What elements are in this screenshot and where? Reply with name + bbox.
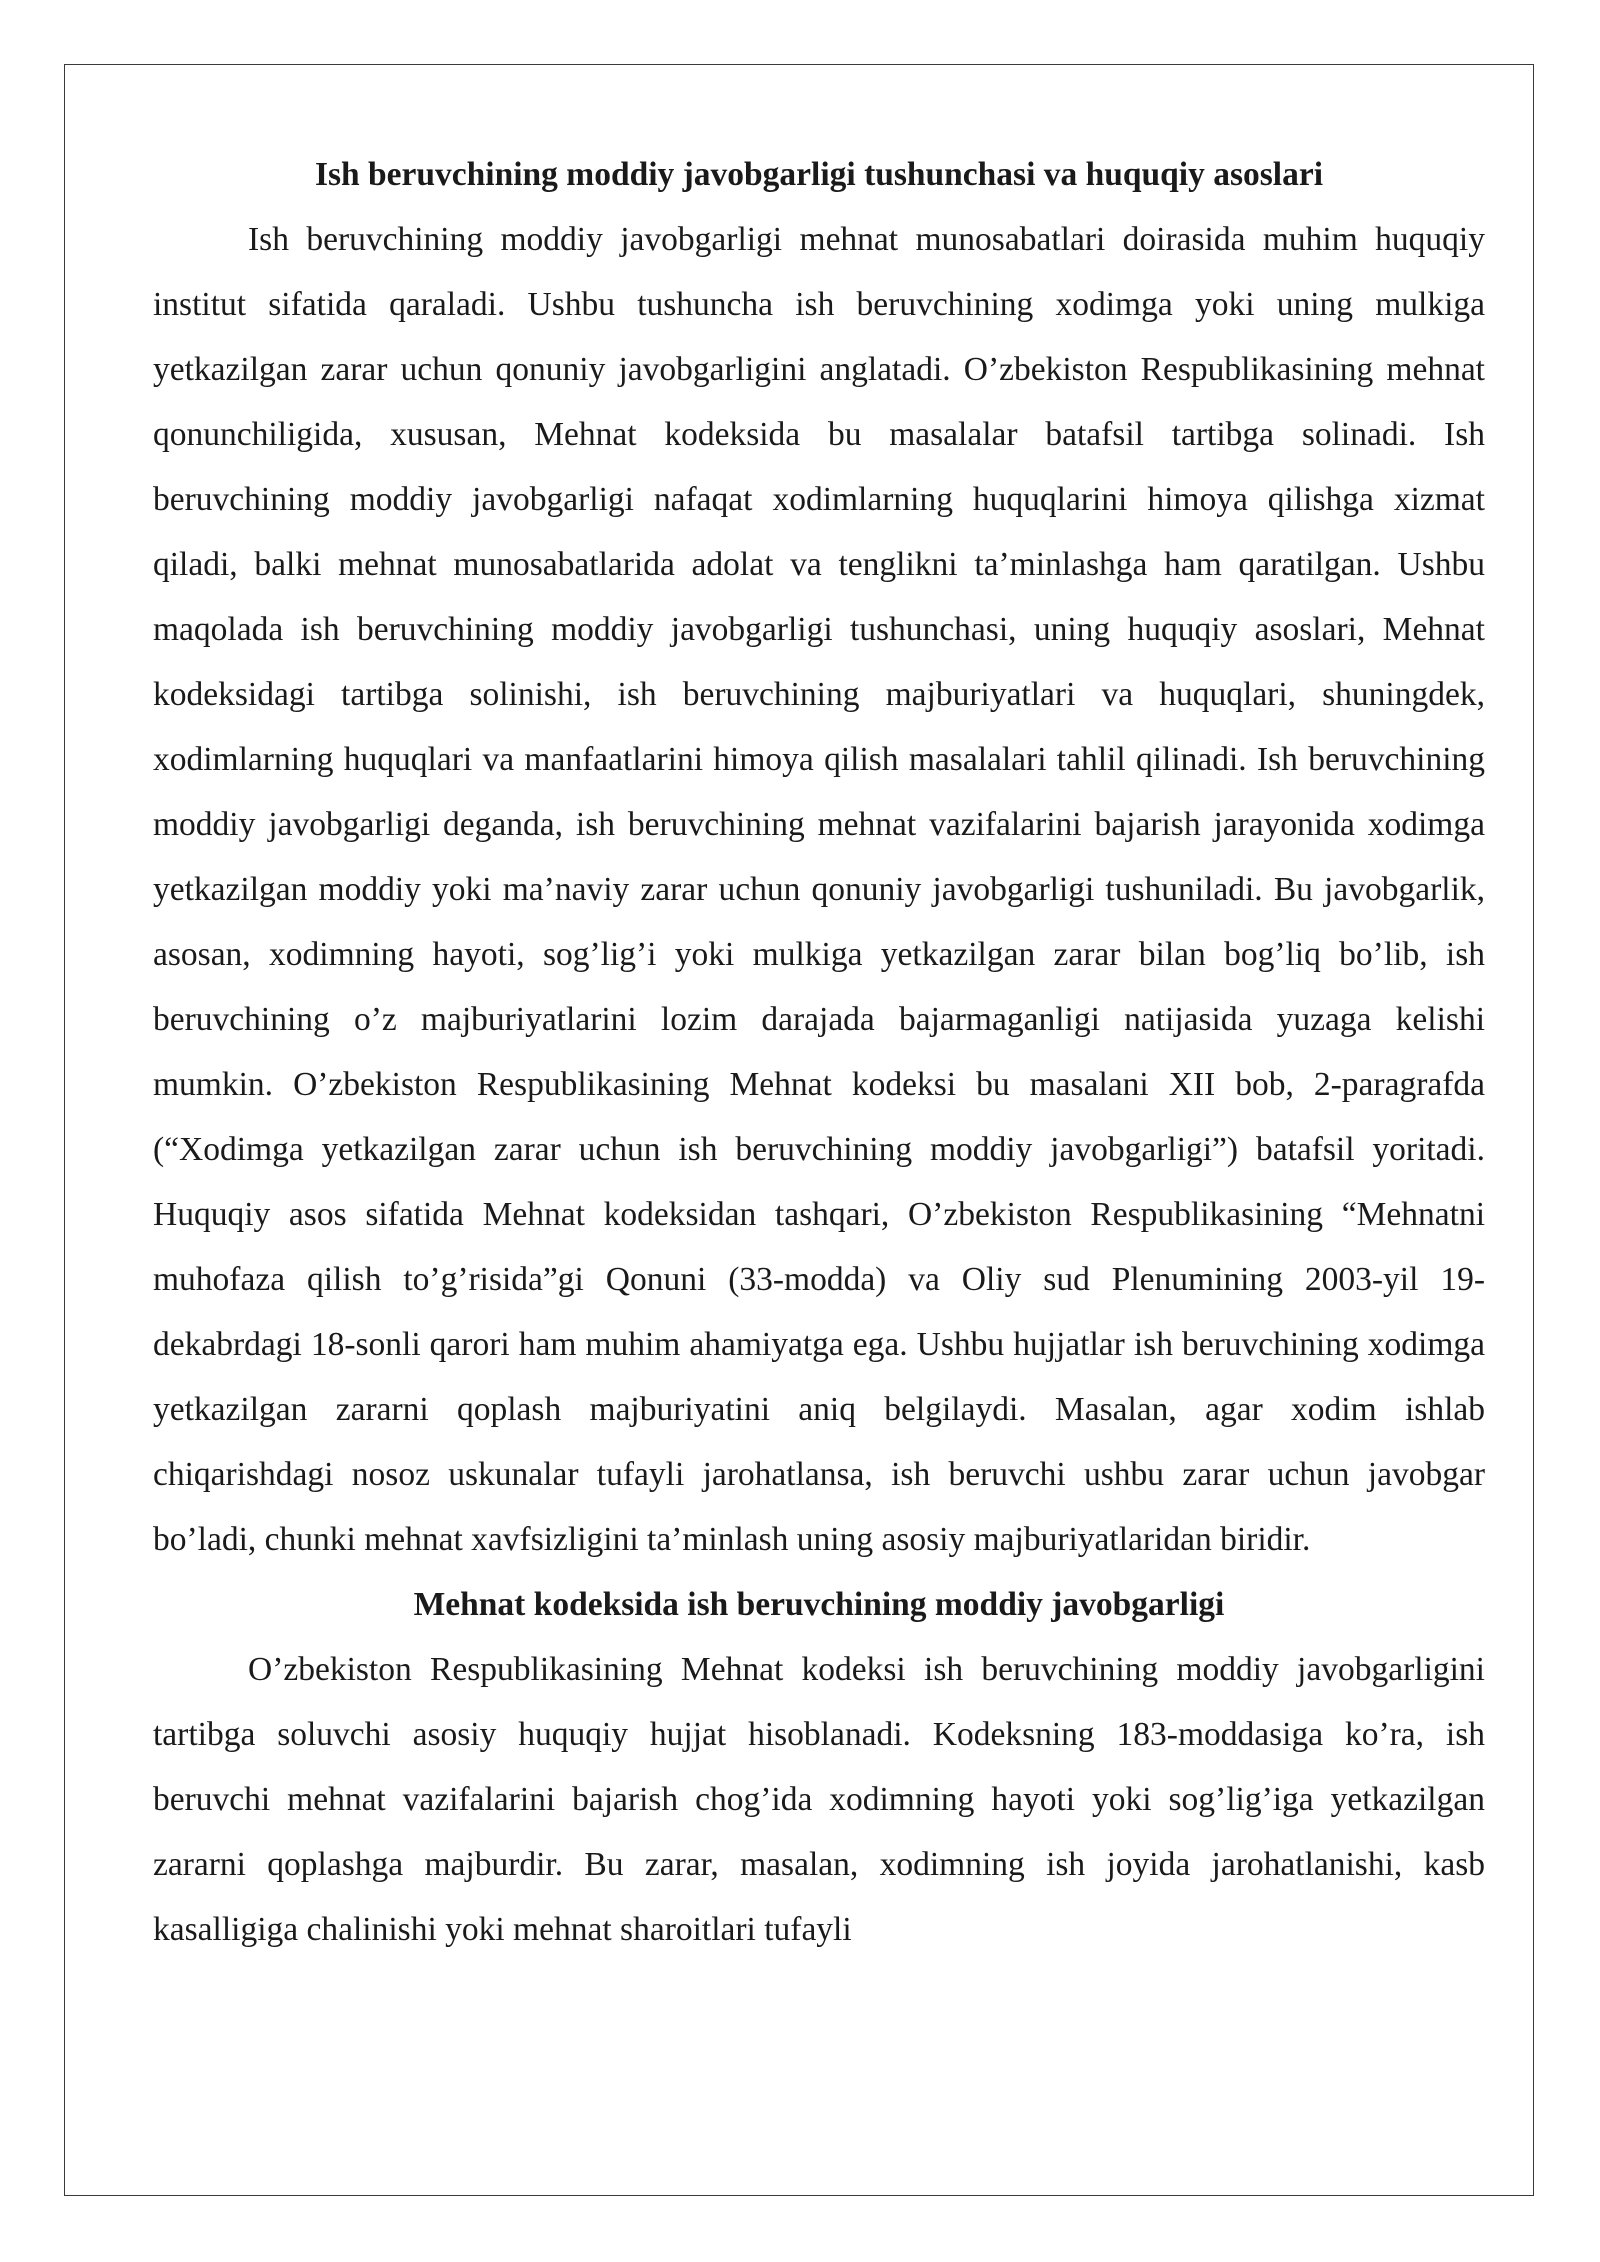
section-paragraph-2: O’zbekiston Respublikasining Mehnat kodeksi ish beruvchining moddiy javobgarligini tartibga soluvchi asosiy huquqiy hujjat hisoblanadi. Kodeksning 183-moddasiga ko’ra, ish beruvchi mehnat vazifalarini bajarish chog’ida xodimning hayoti yoki sog’lig’iga yetkazilgan zararni qoplashga majburdir. Bu zarar, masalan, xodimning ish joyida jarohatlanishi, kasb kasalligiga chalinishi yoki mehnat sharoitlari tufayli [153,1651,1485,1948]
section-heading-2: Mehnat kodeksida ish beruvchining moddiy javobgarligi [413,1586,1225,1623]
section-heading-1: Ish beruvchining moddiy javobgarligi tushunchasi va huquqiy asoslari [314,156,1324,193]
document-body [153,142,1485,1962]
section-paragraph-1: Ish beruvchining moddiy javobgarligi mehnat munosabatlari doirasida muhim huquqiy institut sifatida qaraladi. Ushbu tushuncha ish beruvchining xodimga yoki uning mulkiga yetkazilgan zarar uchun qonuniy javobgarligini anglatadi. O’zbekiston Respublikasining mehnat qonunchiligida, xususan, Mehnat kodeksida bu masalalar batafsil tartibga solinadi. Ish beruvchining moddiy javobgarligi nafaqat xodimlarning huquqlarini himoya qilishga xizmat qiladi, balki mehnat munosabatlarida adolat va tenglikni ta’minlashga ham qaratilgan. Ushbu maqolada ish beruvchining moddiy javobgarligi tushunchasi, uning huquqiy asoslari, Mehnat kodeksidagi tartibga solinishi, ish beruvchining majburiyatlari va huquqlari, shuningdek, xodimlarning huquqlari va manfaatlarini himoya qilish masalalari tahlil qilinadi. Ish beruvchining moddiy javobgarligi deganda, ish beruvchining mehnat vazifalarini bajarish jarayonida xodimga yetkazilgan moddiy yoki ma’naviy zarar uchun qonuniy javobgarligi tushuniladi. Bu javobgarlik, asosan, xodimning hayoti, sog’lig’i yoki mulkiga yetkazilgan zarar bilan bog’liq bo’lib, ish beruvchining o’z majburiyatlarini lozim darajada bajarmaganligi natijasida yuzaga kelishi mumkin. O’zbekiston Respublikasining Mehnat kodeksi bu masalani XII bob, 2-paragrafda (“Xodimga yetkazilgan zarar uchun ish beruvchining moddiy javobgarligi”) batafsil yoritadi. Huquqiy asos sifatida Mehnat kodeksidan tashqari, O’zbekiston Respublikasining “Mehnatni muhofaza qilish to’g’risida”gi Qonuni (33-modda) va Oliy sud Plenumining 2003-yil 19-dekabrdagi 18-sonli qarori ham muhim ahamiyatga ega. Ushbu hujjatlar ish beruvchining xodimga yetkazilgan zararni qoplash majburiyatini aniq belgilaydi. Masalan, agar xodim ishlab chiqarishdagi nosoz uskunalar tufayli jarohatlansa, ish beruvchi ushbu zarar uchun javobgar bo’ladi, chunki mehnat xavfsizligini ta’minlash uning asosiy majburiyatlaridan biridir. [153,221,1485,1558]
